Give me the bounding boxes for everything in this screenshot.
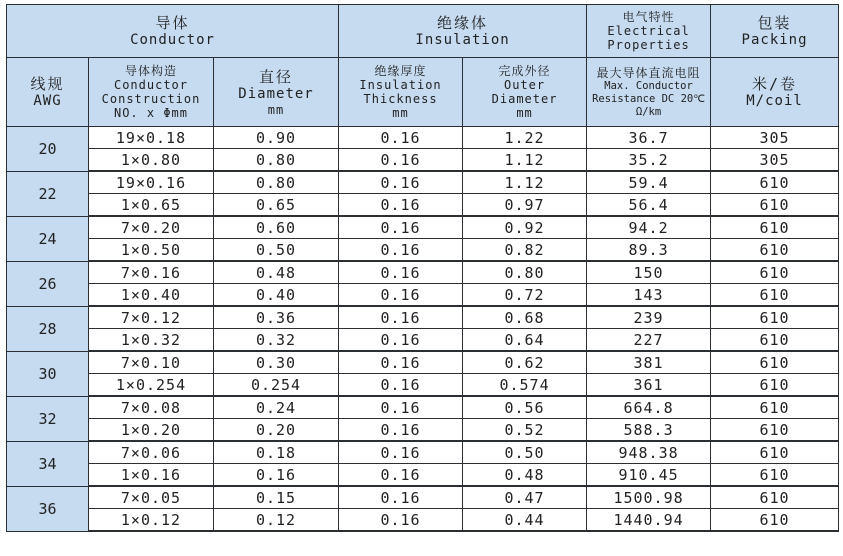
diameter-cell: 0.20 (214, 419, 339, 442)
outer-diameter-cell: 0.80 (463, 261, 587, 284)
header-conductor-zh: 导体 (155, 13, 190, 32)
thickness-cell: 0.16 (339, 261, 463, 284)
diameter-cell: 0.80 (214, 149, 339, 172)
resistance-cell: 35.2 (587, 149, 711, 172)
resistance-cell: 588.3 (587, 419, 711, 442)
diameter-cell: 0.60 (214, 216, 339, 239)
awg-cell: 26 (7, 261, 89, 306)
table-row (7, 396, 839, 419)
resistance-cell: 361 (587, 374, 711, 397)
spec-table-body (7, 127, 839, 532)
diameter-cell: 0.50 (214, 239, 339, 262)
diameter-cell: 0.80 (214, 171, 339, 194)
table-row (7, 284, 839, 307)
construction-cell: 1×0.32 (89, 329, 214, 352)
header-outer-en1: Outer (503, 78, 546, 92)
header-conductor (7, 5, 339, 58)
header-row-columns (7, 58, 839, 127)
thickness-cell: 0.16 (339, 239, 463, 262)
header-construction-en2: Construction (101, 92, 201, 106)
awg-cell: 32 (7, 396, 89, 441)
table-row (7, 374, 839, 397)
header-insulation-en: Insulation (415, 31, 510, 48)
construction-cell: 7×0.08 (89, 396, 214, 419)
coil-length-cell: 305 (711, 149, 839, 172)
construction-cell: 1×0.40 (89, 284, 214, 307)
thickness-cell: 0.16 (339, 216, 463, 239)
coil-length-cell: 610 (711, 486, 839, 509)
header-electrical-en2: Properties (607, 38, 690, 52)
header-outer-en2: Diameter (491, 92, 558, 106)
header-diameter (214, 58, 339, 127)
construction-cell: 7×0.05 (89, 486, 214, 509)
coil-length-cell: 610 (711, 374, 839, 397)
header-mcoil-en: M/coil (746, 92, 803, 109)
header-diameter-zh: 直径 (259, 67, 294, 86)
outer-diameter-cell: 0.56 (463, 396, 587, 419)
header-diameter-en: Diameter (238, 85, 314, 102)
thickness-cell: 0.16 (339, 374, 463, 397)
header-packing-zh: 包装 (757, 13, 792, 32)
header-resistance-unit: Ω/km (635, 105, 662, 118)
header-resistance-en1: Max. Conductor (604, 79, 693, 92)
thickness-cell: 0.16 (339, 396, 463, 419)
resistance-cell: 59.4 (587, 171, 711, 194)
construction-cell: 19×0.16 (89, 171, 214, 194)
thickness-cell: 0.16 (339, 194, 463, 217)
header-thickness-zh: 绝缘厚度 (374, 64, 427, 78)
header-mcoil (711, 58, 839, 127)
thickness-cell: 0.16 (339, 329, 463, 352)
outer-diameter-cell: 0.82 (463, 239, 587, 262)
construction-cell: 1×0.20 (89, 419, 214, 442)
outer-diameter-cell: 0.97 (463, 194, 587, 217)
coil-length-cell: 610 (711, 216, 839, 239)
construction-cell: 7×0.12 (89, 306, 214, 329)
outer-diameter-cell: 0.64 (463, 329, 587, 352)
header-awg (7, 58, 89, 127)
coil-length-cell: 610 (711, 419, 839, 442)
header-awg-en: AWG (33, 92, 62, 109)
thickness-cell: 0.16 (339, 419, 463, 442)
construction-cell: 1×0.254 (89, 374, 214, 397)
diameter-cell: 0.18 (214, 441, 339, 464)
table-row (7, 194, 839, 217)
construction-cell: 7×0.20 (89, 216, 214, 239)
thickness-cell: 0.16 (339, 171, 463, 194)
header-construction-en1: Conductor (113, 78, 189, 92)
header-outer-unit: mm (516, 106, 533, 120)
table-row (7, 216, 839, 239)
diameter-cell: 0.16 (214, 464, 339, 487)
header-electrical-en1: Electrical (607, 24, 690, 38)
table-row (7, 509, 839, 532)
header-electrical (587, 5, 711, 58)
resistance-cell: 89.3 (587, 239, 711, 262)
header-conductor-en: Conductor (130, 31, 215, 48)
outer-diameter-cell: 0.47 (463, 486, 587, 509)
header-electrical-zh: 电气特性 (622, 10, 675, 24)
table-row (7, 464, 839, 487)
header-construction-unit: NO. x Φmm (113, 106, 189, 120)
diameter-cell: 0.12 (214, 509, 339, 532)
coil-length-cell: 610 (711, 194, 839, 217)
header-thickness (339, 58, 463, 127)
table-row (7, 261, 839, 284)
outer-diameter-cell: 0.52 (463, 419, 587, 442)
table-row (7, 306, 839, 329)
coil-length-cell: 610 (711, 306, 839, 329)
diameter-cell: 0.40 (214, 284, 339, 307)
resistance-cell: 239 (587, 306, 711, 329)
wire-spec-table (6, 4, 839, 532)
diameter-cell: 0.15 (214, 486, 339, 509)
outer-diameter-cell: 0.92 (463, 216, 587, 239)
thickness-cell: 0.16 (339, 441, 463, 464)
awg-cell: 24 (7, 216, 89, 261)
table-row (7, 239, 839, 262)
header-outer-zh: 完成外径 (498, 64, 551, 78)
diameter-cell: 0.32 (214, 329, 339, 352)
header-diameter-unit: mm (267, 102, 285, 117)
table-row (7, 149, 839, 172)
header-awg-zh: 线规 (30, 74, 65, 93)
construction-cell: 19×0.18 (89, 127, 214, 149)
construction-cell: 7×0.10 (89, 351, 214, 374)
outer-diameter-cell: 0.50 (463, 441, 587, 464)
table-row (7, 486, 839, 509)
diameter-cell: 0.36 (214, 306, 339, 329)
thickness-cell: 0.16 (339, 509, 463, 532)
outer-diameter-cell: 0.62 (463, 351, 587, 374)
construction-cell: 1×0.65 (89, 194, 214, 217)
outer-diameter-cell: 0.72 (463, 284, 587, 307)
resistance-cell: 664.8 (587, 396, 711, 419)
header-packing (711, 5, 839, 58)
header-construction (89, 58, 214, 127)
header-mcoil-zh: 米/卷 (752, 74, 798, 93)
awg-cell: 36 (7, 486, 89, 531)
resistance-cell: 910.45 (587, 464, 711, 487)
construction-cell: 1×0.16 (89, 464, 214, 487)
coil-length-cell: 610 (711, 171, 839, 194)
table-row (7, 329, 839, 352)
thickness-cell: 0.16 (339, 127, 463, 149)
awg-cell: 30 (7, 351, 89, 396)
thickness-cell: 0.16 (339, 486, 463, 509)
table-row (7, 351, 839, 374)
awg-cell: 20 (7, 127, 89, 172)
construction-cell: 1×0.80 (89, 149, 214, 172)
spec-table-container (6, 4, 838, 552)
outer-diameter-cell: 1.22 (463, 127, 587, 149)
header-outer (463, 58, 587, 127)
header-insulation (339, 5, 587, 58)
construction-cell: 1×0.50 (89, 239, 214, 262)
diameter-cell: 0.30 (214, 351, 339, 374)
awg-cell: 28 (7, 306, 89, 351)
coil-length-cell: 610 (711, 464, 839, 487)
thickness-cell: 0.16 (339, 306, 463, 329)
header-resistance-zh: 最大导体直流电阻 (596, 65, 701, 80)
thickness-cell: 0.16 (339, 284, 463, 307)
resistance-cell: 150 (587, 261, 711, 284)
construction-cell: 7×0.16 (89, 261, 214, 284)
outer-diameter-cell: 0.68 (463, 306, 587, 329)
coil-length-cell: 610 (711, 261, 839, 284)
resistance-cell: 1500.98 (587, 486, 711, 509)
diameter-cell: 0.65 (214, 194, 339, 217)
coil-length-cell: 610 (711, 509, 839, 532)
construction-cell: 7×0.06 (89, 441, 214, 464)
coil-length-cell: 610 (711, 396, 839, 419)
table-row (7, 171, 839, 194)
resistance-cell: 227 (587, 329, 711, 352)
coil-length-cell: 610 (711, 239, 839, 262)
resistance-cell: 56.4 (587, 194, 711, 217)
coil-length-cell: 610 (711, 284, 839, 307)
awg-cell: 22 (7, 171, 89, 216)
diameter-cell: 0.254 (214, 374, 339, 397)
header-resistance-en2: Resistance DC 20℃ (592, 92, 706, 105)
coil-length-cell: 610 (711, 329, 839, 352)
resistance-cell: 1440.94 (587, 509, 711, 532)
header-thickness-en1: Insulation (359, 78, 442, 92)
header-thickness-en2: Thickness (363, 92, 438, 106)
resistance-cell: 94.2 (587, 216, 711, 239)
resistance-cell: 381 (587, 351, 711, 374)
header-insulation-zh: 绝缘体 (437, 13, 489, 32)
outer-diameter-cell: 1.12 (463, 171, 587, 194)
resistance-cell: 143 (587, 284, 711, 307)
outer-diameter-cell: 1.12 (463, 149, 587, 172)
table-row (7, 127, 839, 149)
table-row (7, 419, 839, 442)
coil-length-cell: 305 (711, 127, 839, 149)
header-packing-en: Packing (741, 31, 808, 48)
header-thickness-unit: mm (392, 106, 409, 120)
outer-diameter-cell: 0.48 (463, 464, 587, 487)
coil-length-cell: 610 (711, 441, 839, 464)
construction-cell: 1×0.12 (89, 509, 214, 532)
outer-diameter-cell: 0.574 (463, 374, 587, 397)
awg-cell: 34 (7, 441, 89, 486)
diameter-cell: 0.48 (214, 261, 339, 284)
thickness-cell: 0.16 (339, 149, 463, 172)
table-row (7, 441, 839, 464)
coil-length-cell: 610 (711, 351, 839, 374)
resistance-cell: 948.38 (587, 441, 711, 464)
thickness-cell: 0.16 (339, 351, 463, 374)
header-construction-zh: 导体构造 (124, 64, 177, 78)
diameter-cell: 0.90 (214, 127, 339, 149)
outer-diameter-cell: 0.44 (463, 509, 587, 532)
thickness-cell: 0.16 (339, 464, 463, 487)
header-resistance (587, 58, 711, 127)
header-row-groups (7, 5, 839, 58)
diameter-cell: 0.24 (214, 396, 339, 419)
resistance-cell: 36.7 (587, 127, 711, 149)
